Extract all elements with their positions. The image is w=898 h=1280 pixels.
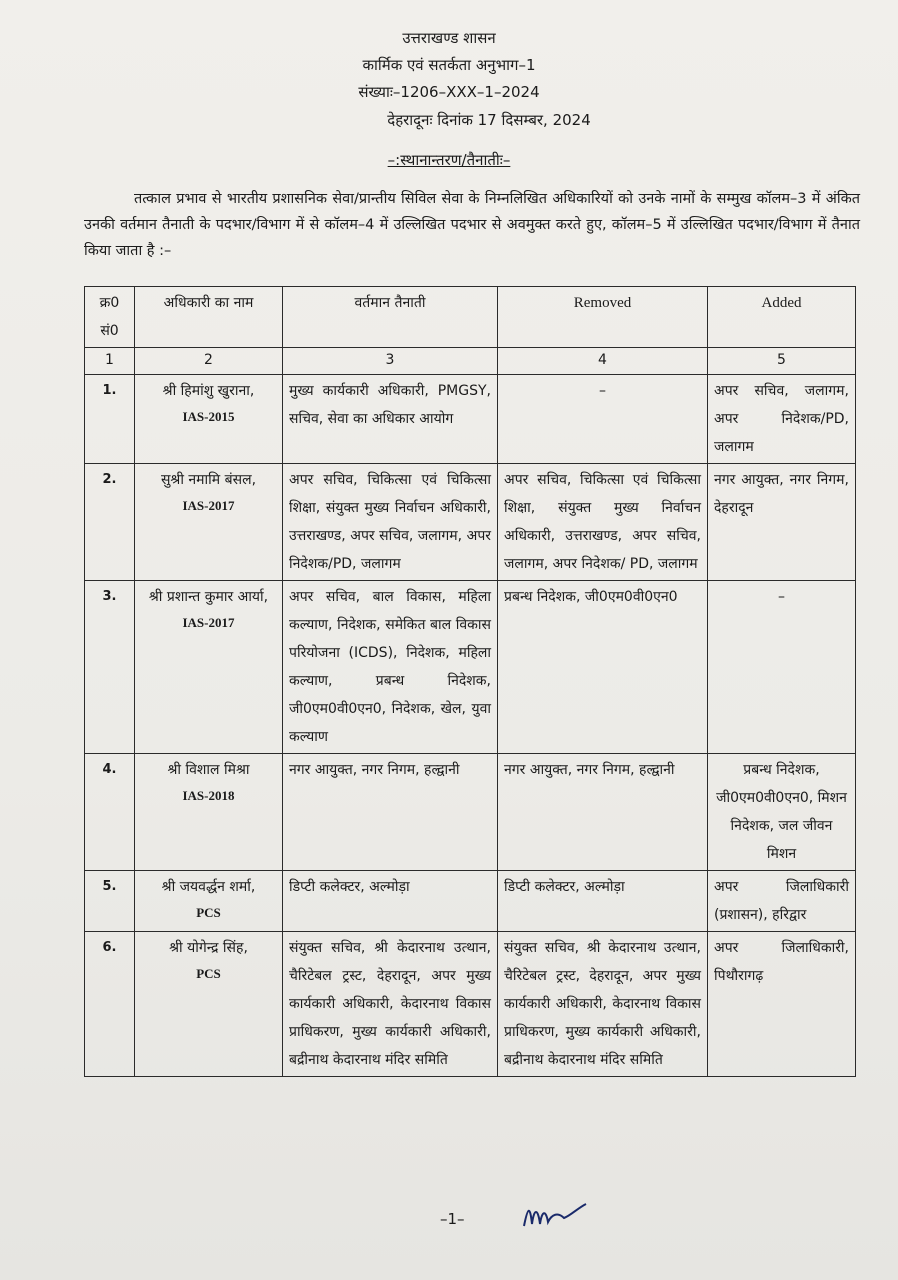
header-serial: क्र0 सं0 [85,287,135,348]
table-row [85,871,856,932]
officer-service: PCS [196,905,221,920]
removed-posting: संयुक्त सचिव, श्री केदारनाथ उत्थान, चैरिटेबल ट्रस्ट, देहरादून, अपर मुख्य कार्यकारी अधिकारी, केदारनाथ विकास प्राधिकरण, मुख्य कार्यकारी अधिकारी, बद्रीनाथ केदारनाथ मंदिर समिति [498,932,708,1077]
officer-name: श्री योगेन्द्र सिंह, [169,940,248,956]
table-row [85,581,856,754]
col-number: 4 [498,348,708,375]
row-serial: 5. [85,871,135,932]
table-row [85,754,856,871]
intro-paragraph: तत्काल प्रभाव से भारतीय प्रशासनिक सेवा/प्रान्तीय सिविल सेवा के निम्नलिखित अधिकारियों को उनके नामों के सम्मुख कॉलम–3 में अंकित उनकी वर्तमान तैनाती के पदभार/विभाग में से कॉलम–4 में उल्लिखित पदभार से अवमुक्त करते हुए, कॉलम–5 में उल्लिखित पदभार/विभाग में तैनात किया जाता है :– [84,191,860,259]
added-posting: नगर आयुक्त, नगर निगम, देहरादून [708,464,856,581]
page-number: –1– [440,1210,465,1228]
added-posting: अपर सचिव, जलागम, अपर निदेशक/PD, जलागम [708,375,856,464]
officer-cell [135,375,283,464]
officer-name: श्री प्रशान्त कुमार आर्या, [148,589,269,605]
col-number: 1 [85,348,135,375]
removed-posting: प्रबन्ध निदेशक, जी0एम0वी0एन0 [498,581,708,754]
col-number: 3 [283,348,498,375]
officer-cell [135,581,283,754]
added-posting: अपर जिलाधिकारी, पिथौरागढ़ [708,932,856,1077]
officer-service: PCS [196,966,221,981]
header-current-posting: वर्तमान तैनाती [283,287,498,348]
current-posting: अपर सचिव, चिकित्सा एवं चिकित्सा शिक्षा, संयुक्त मुख्य निर्वाचन अधिकारी, उत्तराखण्ड, अपर सचिव, जलागम, अपर निदेशक/PD, जलागम [283,464,498,581]
col-number: 5 [708,348,856,375]
officer-service: IAS-2017 [182,498,235,513]
removed-posting: – [498,375,708,464]
added-posting: प्रबन्ध निदेशक, जी0एम0वी0एन0, मिशन निदेशक, जल जीवन मिशन [708,754,856,871]
removed-posting: डिप्टी कलेक्टर, अल्मोड़ा [498,871,708,932]
officer-service: IAS-2017 [182,615,235,630]
department-title: कार्मिक एवं सतर्कता अनुभाग–1 [362,56,536,74]
added-posting: अपर जिलाधिकारी (प्रशासन), हरिद्वार [708,871,856,932]
current-posting: संयुक्त सचिव, श्री केदारनाथ उत्थान, चैरिटेबल ट्रस्ट, देहरादून, अपर मुख्य कार्यकारी अधिकारी, केदारनाथ विकास प्राधिकरण, मुख्य कार्यकारी अधिकारी, बद्रीनाथ केदारनाथ मंदिर समिति [283,932,498,1077]
subject-line: –:स्थानान्तरण/तैनातीः– [387,151,511,169]
table-row [85,464,856,581]
removed-posting: अपर सचिव, चिकित्सा एवं चिकित्सा शिक्षा, संयुक्त मुख्य निर्वाचन अधिकारी, उत्तराखण्ड, अपर सचिव, जलागम, अपर निदेशक/ PD, जलागम [498,464,708,581]
current-posting: नगर आयुक्त, नगर निगम, हल्द्वानी [283,754,498,871]
officer-cell [135,871,283,932]
officer-name: श्री विशाल मिश्रा [167,762,250,778]
added-posting: – [708,581,856,754]
row-serial: 1. [85,375,135,464]
current-posting: डिप्टी कलेक्टर, अल्मोड़ा [283,871,498,932]
table-header-row [85,287,856,348]
header-added: Added [708,287,856,348]
officer-service: IAS-2018 [182,788,235,803]
current-posting: मुख्य कार्यकारी अधिकारी, PMGSY, सचिव, सेवा का अधिकार आयोग [283,375,498,464]
place-date: देहरादूनः दिनांक 17 दिसम्बर, 2024 [387,111,591,129]
officer-cell [135,464,283,581]
government-title: उत्तराखण्ड शासन [402,29,496,47]
row-serial: 3. [85,581,135,754]
signature-icon [520,1196,590,1236]
row-serial: 2. [85,464,135,581]
officer-cell [135,754,283,871]
current-posting: अपर सचिव, बाल विकास, महिला कल्याण, निदेशक, समेकित बाल विकास परियोजना (ICDS), निदेशक, महिला कल्याण, प्रबन्ध निदेशक, जी0एम0वी0एन0, निदेशक, खेल, युवा कल्याण [283,581,498,754]
order-number: संख्याः–1206–XXX–1–2024 [358,83,540,101]
header-officer-name: अधिकारी का नाम [135,287,283,348]
officer-cell [135,932,283,1077]
transfer-table [84,286,856,1077]
officer-name: श्री जयवर्द्धन शर्मा, [161,879,256,895]
removed-posting: नगर आयुक्त, नगर निगम, हल्द्वानी [498,754,708,871]
officer-service: IAS-2015 [182,409,235,424]
table-row [85,932,856,1077]
row-serial: 4. [85,754,135,871]
col-number: 2 [135,348,283,375]
row-serial: 6. [85,932,135,1077]
header-removed: Removed [498,287,708,348]
officer-name: श्री हिमांशु खुराना, [162,383,255,399]
table-row [85,375,856,464]
column-number-row [85,348,856,375]
officer-name: सुश्री नमामि बंसल, [160,472,257,488]
